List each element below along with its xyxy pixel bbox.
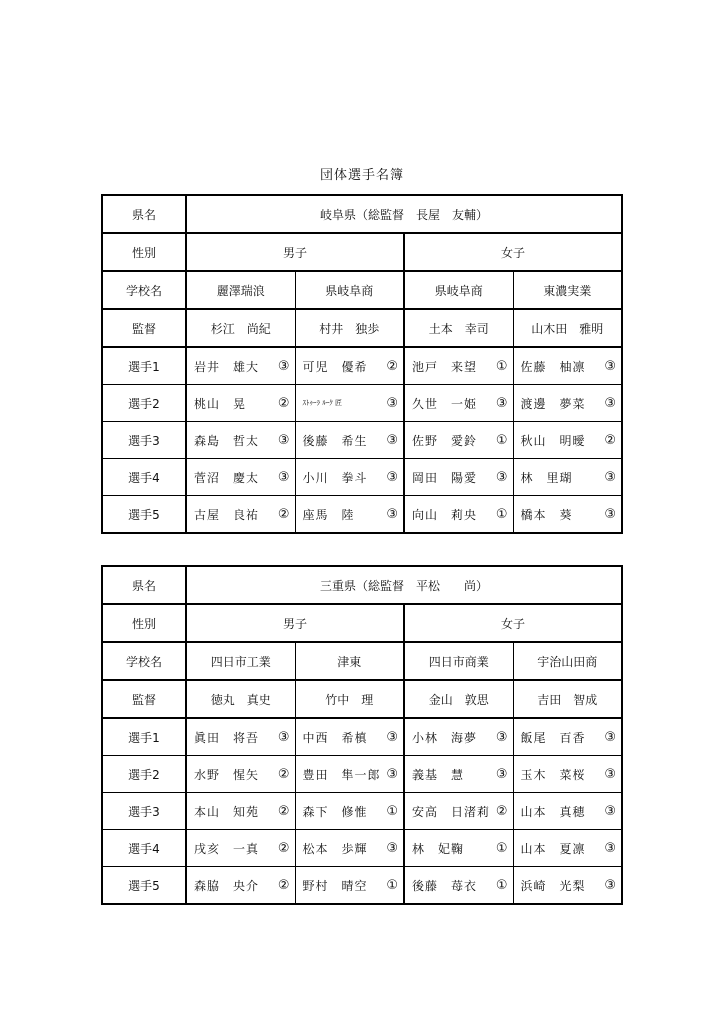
player-name: 菅沼 慶太 — [194, 470, 260, 485]
player-cell — [513, 496, 622, 534]
player-name: 義基 慧 — [412, 767, 465, 782]
player-entry — [189, 506, 293, 523]
player-label: 選手4 — [102, 830, 186, 867]
player-name: 岡田 陽愛 — [412, 470, 478, 485]
gender-label: 性別 — [102, 233, 186, 271]
player-cell — [513, 385, 622, 422]
player-cell — [186, 756, 295, 793]
player-entry — [516, 840, 620, 857]
player-grade: ② — [277, 840, 290, 856]
player-name: 久世 一姫 — [412, 396, 478, 411]
player-entry — [298, 840, 402, 857]
player-cell — [513, 793, 622, 830]
coach-name: 土本 幸司 — [404, 309, 513, 347]
player-name: 玉木 菜桜 — [520, 767, 586, 782]
player-entry — [516, 395, 620, 412]
player-name: 豊田 隼一郎 — [302, 767, 381, 782]
male-header: 男子 — [186, 604, 404, 642]
player-name: 可児 優希 — [302, 359, 368, 374]
player-cell — [404, 867, 513, 905]
player-cell — [404, 496, 513, 534]
player-cell — [513, 756, 622, 793]
player-name: 小川 拳斗 — [302, 470, 368, 485]
player-entry — [189, 840, 293, 857]
player-grade: ③ — [386, 729, 398, 745]
player-entry — [407, 729, 511, 746]
player-entry — [407, 358, 511, 375]
player-name: 橋本 葵 — [520, 507, 573, 522]
player-grade: ① — [386, 877, 398, 893]
male-header: 男子 — [186, 233, 404, 271]
player-entry — [516, 877, 620, 894]
player-name: 桃山 晃 — [194, 396, 247, 411]
player-entry — [189, 729, 293, 746]
school-name: 宇治山田商 — [513, 642, 622, 680]
school-name: 麗澤瑞浪 — [186, 271, 295, 309]
prefecture-name: 三重県（総監督 平松 尚） — [186, 566, 622, 604]
player-entry — [516, 358, 620, 375]
player-grade: ③ — [386, 840, 398, 856]
player-cell — [186, 347, 295, 385]
coach-name: 杉江 尚紀 — [186, 309, 295, 347]
player-entry — [516, 803, 620, 820]
player-cell — [186, 459, 295, 496]
coach-name: 村井 独歩 — [295, 309, 404, 347]
player-name: 佐藤 柚凛 — [520, 359, 586, 374]
player-name: 佐野 愛鈴 — [412, 433, 478, 448]
player-entry — [407, 432, 511, 449]
mie-roster-table — [101, 565, 623, 905]
player-name: 森下 修惟 — [302, 804, 368, 819]
player-cell — [404, 756, 513, 793]
player-row — [102, 385, 622, 422]
coach-name: 徳丸 真史 — [186, 680, 295, 718]
player-row — [102, 718, 622, 756]
school-name: 東濃実業 — [513, 271, 622, 309]
player-name: 森脇 央介 — [194, 878, 260, 893]
player-grade: ③ — [604, 840, 617, 856]
player-grade: ① — [495, 432, 508, 448]
coach-name: 山木田 雅明 — [513, 309, 622, 347]
player-name: 山本 夏凛 — [520, 841, 586, 856]
player-cell — [186, 718, 295, 756]
school-name: 津東 — [295, 642, 404, 680]
player-row — [102, 756, 622, 793]
player-grade: ② — [495, 803, 508, 819]
player-grade: ③ — [495, 469, 508, 485]
player-entry — [189, 432, 293, 449]
player-entry — [189, 877, 293, 894]
player-name: 小林 海夢 — [412, 730, 478, 745]
player-cell — [513, 718, 622, 756]
female-header: 女子 — [404, 233, 622, 271]
prefecture-row — [102, 566, 622, 604]
player-entry — [298, 506, 402, 523]
player-entry — [298, 469, 402, 486]
school-name: 四日市商業 — [404, 642, 513, 680]
player-label: 選手3 — [102, 793, 186, 830]
prefecture-row — [102, 195, 622, 233]
player-name: 浜崎 光梨 — [520, 878, 586, 893]
school-label: 学校名 — [102, 642, 186, 680]
player-grade: ① — [495, 877, 508, 893]
player-entry — [407, 395, 511, 412]
player-grade: ③ — [386, 506, 398, 522]
player-cell — [513, 830, 622, 867]
player-name: 松本 歩輝 — [302, 841, 368, 856]
player-entry — [189, 358, 293, 375]
coach-row — [102, 680, 622, 718]
player-name: 岩井 雄大 — [194, 359, 260, 374]
player-label: 選手2 — [102, 756, 186, 793]
player-label: 選手2 — [102, 385, 186, 422]
player-cell — [404, 422, 513, 459]
player-entry — [516, 766, 620, 783]
player-cell — [404, 793, 513, 830]
player-cell — [513, 347, 622, 385]
school-row — [102, 642, 622, 680]
player-grade: ② — [604, 432, 617, 448]
player-row — [102, 422, 622, 459]
female-header: 女子 — [404, 604, 622, 642]
player-grade: ③ — [386, 469, 398, 485]
player-cell — [404, 830, 513, 867]
player-grade: ③ — [495, 395, 508, 411]
player-entry — [298, 729, 402, 746]
player-cell — [404, 385, 513, 422]
player-cell — [295, 867, 404, 905]
player-label: 選手5 — [102, 496, 186, 534]
player-name: 森島 哲太 — [194, 433, 260, 448]
player-name: 山本 真穂 — [520, 804, 586, 819]
player-label: 選手4 — [102, 459, 186, 496]
player-grade: ② — [277, 877, 290, 893]
player-name: 中西 希槙 — [302, 730, 368, 745]
player-entry — [407, 803, 511, 820]
player-grade: ② — [277, 803, 290, 819]
player-grade: ③ — [386, 432, 398, 448]
player-name: 水野 惺矢 — [194, 767, 260, 782]
player-row — [102, 867, 622, 905]
player-name: 座馬 陸 — [302, 507, 355, 522]
player-name: 野村 晴空 — [302, 878, 368, 893]
player-label: 選手1 — [102, 718, 186, 756]
coach-label: 監督 — [102, 680, 186, 718]
player-cell — [295, 422, 404, 459]
player-entry — [516, 469, 620, 486]
player-entry — [407, 469, 511, 486]
player-grade: ③ — [277, 469, 290, 485]
player-cell — [295, 385, 404, 422]
player-name: 安高 日渚莉 — [412, 804, 491, 819]
player-grade: ③ — [386, 395, 398, 411]
player-name: 本山 知苑 — [194, 804, 260, 819]
player-grade: ① — [495, 840, 508, 856]
player-grade: ③ — [604, 506, 617, 522]
school-name: 県岐阜商 — [404, 271, 513, 309]
player-name: 後藤 苺衣 — [412, 878, 478, 893]
player-entry — [298, 766, 402, 783]
player-cell — [295, 459, 404, 496]
player-cell — [404, 347, 513, 385]
player-entry — [407, 506, 511, 523]
player-grade: ② — [386, 358, 398, 374]
player-name: 秋山 明曖 — [520, 433, 586, 448]
player-grade: ③ — [277, 729, 290, 745]
player-entry — [298, 803, 402, 820]
player-name: 向山 莉央 — [412, 507, 478, 522]
player-grade: ③ — [495, 729, 508, 745]
player-entry — [189, 766, 293, 783]
player-cell — [186, 385, 295, 422]
player-name: 林 里瑚 — [520, 470, 573, 485]
player-cell — [295, 756, 404, 793]
player-grade: ③ — [386, 766, 398, 782]
player-row — [102, 793, 622, 830]
player-name: ｽﾄｩｰﾗ ﾙｰｸ 匠 — [302, 399, 342, 407]
player-name: 戌亥 一真 — [194, 841, 260, 856]
prefecture-label: 県名 — [102, 566, 186, 604]
gifu-roster-table — [101, 194, 623, 534]
player-cell — [295, 793, 404, 830]
school-row — [102, 271, 622, 309]
player-row — [102, 830, 622, 867]
player-cell — [513, 867, 622, 905]
player-grade: ① — [495, 358, 508, 374]
player-cell — [513, 422, 622, 459]
player-entry — [407, 840, 511, 857]
player-grade: ③ — [604, 766, 617, 782]
player-grade: ③ — [604, 395, 617, 411]
player-name: 飯尾 百香 — [520, 730, 586, 745]
player-cell — [295, 496, 404, 534]
player-entry — [407, 877, 511, 894]
player-grade: ② — [277, 766, 290, 782]
player-label: 選手1 — [102, 347, 186, 385]
gender-label: 性別 — [102, 604, 186, 642]
player-entry — [298, 432, 402, 449]
prefecture-name: 岐阜県（総監督 長屋 友輔） — [186, 195, 622, 233]
player-grade: ③ — [604, 877, 617, 893]
player-cell — [295, 718, 404, 756]
school-name: 四日市工業 — [186, 642, 295, 680]
school-label: 学校名 — [102, 271, 186, 309]
player-name: 古屋 良祐 — [194, 507, 260, 522]
player-grade: ③ — [277, 358, 290, 374]
coach-name: 竹中 理 — [295, 680, 404, 718]
gender-row — [102, 604, 622, 642]
player-cell — [513, 459, 622, 496]
coach-name: 金山 敦思 — [404, 680, 513, 718]
player-grade: ② — [277, 395, 290, 411]
gender-row — [102, 233, 622, 271]
player-entry — [189, 395, 293, 412]
player-grade: ③ — [604, 469, 617, 485]
player-label: 選手5 — [102, 867, 186, 905]
player-grade: ③ — [604, 358, 617, 374]
player-name: 後藤 希生 — [302, 433, 368, 448]
player-cell — [186, 793, 295, 830]
player-name: 林 妃鞠 — [412, 841, 465, 856]
player-cell — [186, 867, 295, 905]
player-cell — [295, 347, 404, 385]
player-entry — [516, 506, 620, 523]
player-cell — [295, 830, 404, 867]
player-label: 選手3 — [102, 422, 186, 459]
player-grade: ③ — [604, 729, 617, 745]
player-entry — [516, 729, 620, 746]
player-name: 渡邊 夢菜 — [520, 396, 586, 411]
player-grade: ① — [386, 803, 398, 819]
player-cell — [186, 830, 295, 867]
prefecture-label: 県名 — [102, 195, 186, 233]
player-row — [102, 496, 622, 534]
player-entry — [407, 766, 511, 783]
player-cell — [186, 422, 295, 459]
player-name: 眞田 将吾 — [194, 730, 260, 745]
player-grade: ② — [277, 506, 290, 522]
coach-row — [102, 309, 622, 347]
document-title: 団体選手名簿 — [319, 168, 404, 183]
player-entry — [189, 803, 293, 820]
player-cell — [404, 459, 513, 496]
player-entry — [298, 877, 402, 894]
player-name: 池戸 来望 — [412, 359, 478, 374]
player-grade: ③ — [495, 766, 508, 782]
player-row — [102, 459, 622, 496]
player-grade: ① — [495, 506, 508, 522]
player-cell — [404, 718, 513, 756]
player-entry — [189, 469, 293, 486]
player-cell — [186, 496, 295, 534]
coach-name: 吉田 智成 — [513, 680, 622, 718]
coach-label: 監督 — [102, 309, 186, 347]
player-entry — [298, 358, 402, 375]
player-entry — [516, 432, 620, 449]
player-row — [102, 347, 622, 385]
school-name: 県岐阜商 — [295, 271, 404, 309]
player-grade: ③ — [277, 432, 290, 448]
player-grade: ③ — [604, 803, 617, 819]
player-entry — [298, 396, 402, 411]
